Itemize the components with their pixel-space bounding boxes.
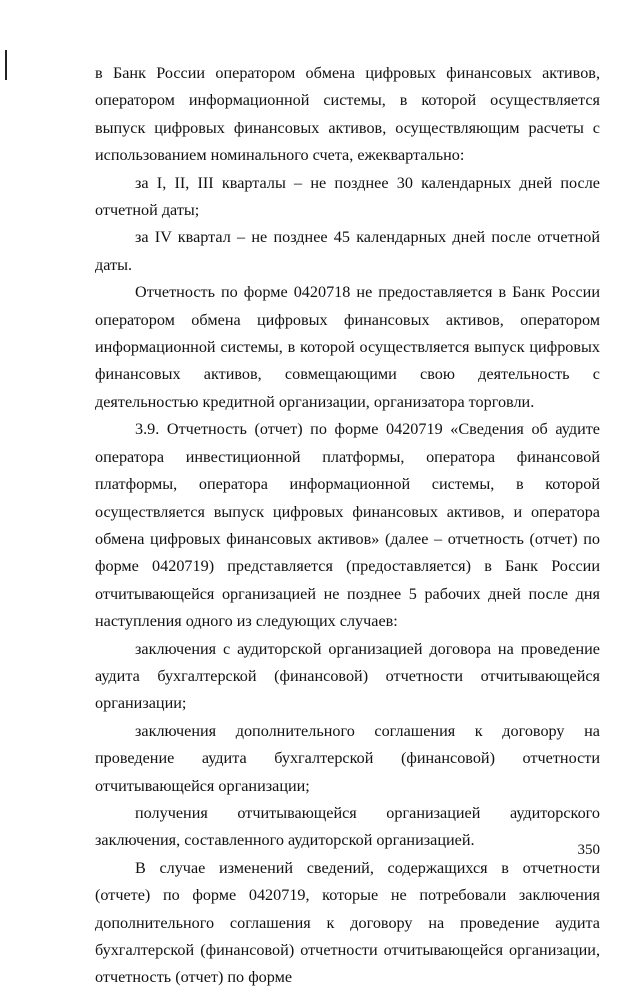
page-number: 350 <box>577 842 600 858</box>
paragraph-3: за IV квартал – не позднее 45 календарных дней после отчетной даты. <box>95 228 600 274</box>
paragraph-9: В случае изменений сведений, содержащихся в отчетности (отчете) по форме 0420719, которые не потребовали заключения дополнительного соглашения к договору на проведение аудита бухгалтерской (финансовой) отчетности отчитывающейся организации, отчетность (отчет) по форме <box>95 858 600 987</box>
paragraph-6: заключения с аудиторской организацией договора на проведение аудита бухгалтерской (финансовой) отчетности отчитывающейся организации; <box>95 639 600 713</box>
paragraph-4: Отчетность по форме 0420718 не предоставляется в Банк России оператором обмена цифровых финансовых активов, оператором информационной системы, в которой осуществляется выпуск цифровых финансовых активов, совмещающими свою деятельность с деятельностью кредитной организации, организатора торговли. <box>95 283 600 411</box>
paragraph-1: в Банк России оператором обмена цифровых финансовых активов, оператором информационной системы, в которой осуществляется выпуск цифровых финансовых активов, осуществляющим расчеты с использованием номинального счета, ежеквартально: <box>95 64 600 165</box>
margin-change-bar <box>5 50 7 80</box>
paragraph-8: получения отчитывающейся организацией аудиторского заключения, составленного аудиторской организацией. <box>95 803 600 850</box>
paragraph-2: за I, II, III кварталы – не позднее 30 календарных дней после отчетной даты; <box>95 173 600 220</box>
paragraph-7: заключения дополнительного соглашения к договору на проведение аудита бухгалтерской (финансовой) отчетности отчитывающейся организации; <box>95 721 600 795</box>
document-body <box>95 60 600 992</box>
paragraph-5: 3.9. Отчетность (отчет) по форме 0420719 «Сведения об аудите оператора инвестиционной платформы, оператора финансовой платформы, оператора информационной системы, в которой осуществляется выпуск цифровых финансовых активов, и оператора обмена цифровых финансовых активов» (далее – отчетность (отчет) по форме 0420719) представляется (предоставляется) в Банк России отчитывающейся организацией не позднее 5 рабочих дней после дня наступления одного из следующих случаев: <box>95 420 600 631</box>
